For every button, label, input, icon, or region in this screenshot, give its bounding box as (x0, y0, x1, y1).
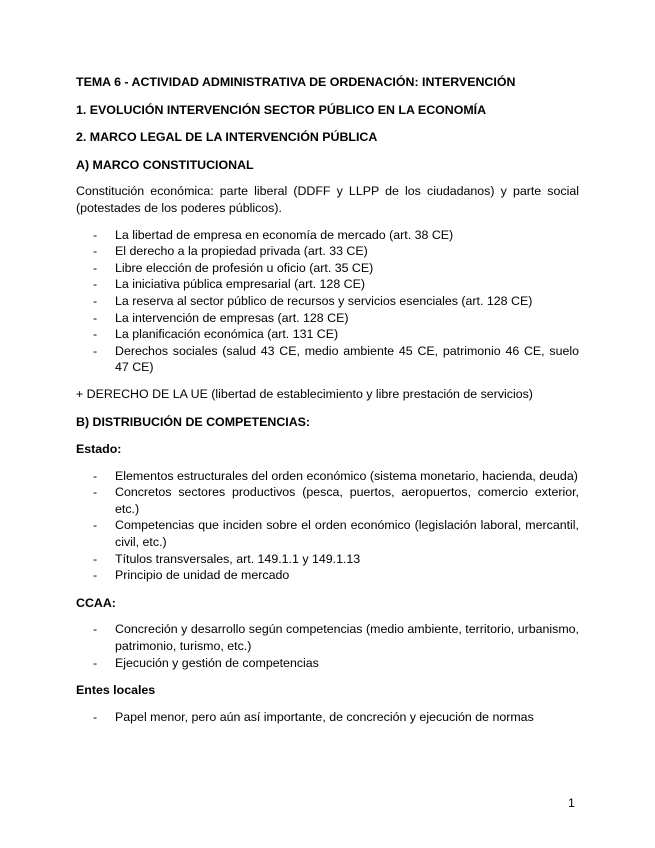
entes-locales-heading: Entes locales (76, 683, 156, 698)
list-item: - La planificación económica (art. 131 CE) (76, 326, 579, 343)
page-number: 1 (568, 796, 575, 810)
entes-locales-list (76, 709, 579, 726)
subsection-b-heading: B) DISTRIBUCIÓN DE COMPETENCIAS: (76, 414, 311, 429)
ue-paragraph: + DERECHO DE LA UE (libertad de establecimiento y libre prestación de servicios) (76, 386, 533, 401)
ccaa-heading: CCAA: (76, 595, 116, 610)
section-2-heading: 2. MARCO LEGAL DE LA INTERVENCIÓN PÚBLICA (76, 130, 378, 145)
list-item: - La reserva al sector público de recursos y servicios esenciales (art. 128 CE) (76, 293, 579, 310)
page-title: TEMA 6 - ACTIVIDAD ADMINISTRATIVA DE ORDENACIÓN: INTERVENCIÓN (76, 75, 516, 89)
list-item: - Concreción y desarrollo según competencias (medio ambiente, territorio, urbanismo, patrimonio, turismo, etc.) (76, 621, 579, 654)
list-item: - Libre elección de profesión u oficio (art. 35 CE) (76, 260, 579, 277)
constitucion-paragraph: Constitución económica: parte liberal (DDFF y LLPP de los ciudadanos) y parte social (potestades de los poderes públicos). (76, 184, 579, 215)
subsection-a-heading: A) MARCO CONSTITUCIONAL (76, 157, 254, 172)
list-item: - La libertad de empresa en economía de mercado (art. 38 CE) (76, 227, 579, 244)
estado-heading: Estado: (76, 442, 122, 457)
section-1-heading: 1. EVOLUCIÓN INTERVENCIÓN SECTOR PÚBLICO EN LA ECONOMÍA (76, 102, 487, 117)
list-item: - Principio de unidad de mercado (76, 567, 579, 584)
list-item: - Ejecución y gestión de competencias (76, 655, 579, 672)
constitucion-list (76, 227, 579, 376)
ccaa-list (76, 621, 579, 671)
list-item: - Competencias que inciden sobre el orden económico (legislación laboral, mercantil, civil, etc.) (76, 517, 579, 550)
list-item: - Títulos transversales, art. 149.1.1 y 149.1.13 (76, 551, 579, 568)
list-item: - Papel menor, pero aún así importante, de concreción y ejecución de normas (76, 709, 579, 726)
list-item: - La iniciativa pública empresarial (art. 128 CE) (76, 276, 579, 293)
list-item: - Elementos estructurales del orden económico (sistema monetario, hacienda, deuda) (76, 468, 579, 485)
estado-list (76, 468, 579, 584)
document-page (76, 74, 579, 725)
list-item: - Concretos sectores productivos (pesca, puertos, aeropuertos, comercio exterior, etc.) (76, 484, 579, 517)
list-item: - Derechos sociales (salud 43 CE, medio ambiente 45 CE, patrimonio 46 CE, suelo 47 CE) (76, 343, 579, 376)
list-item: - La intervención de empresas (art. 128 CE) (76, 310, 579, 327)
list-item: - El derecho a la propiedad privada (art. 33 CE) (76, 243, 579, 260)
